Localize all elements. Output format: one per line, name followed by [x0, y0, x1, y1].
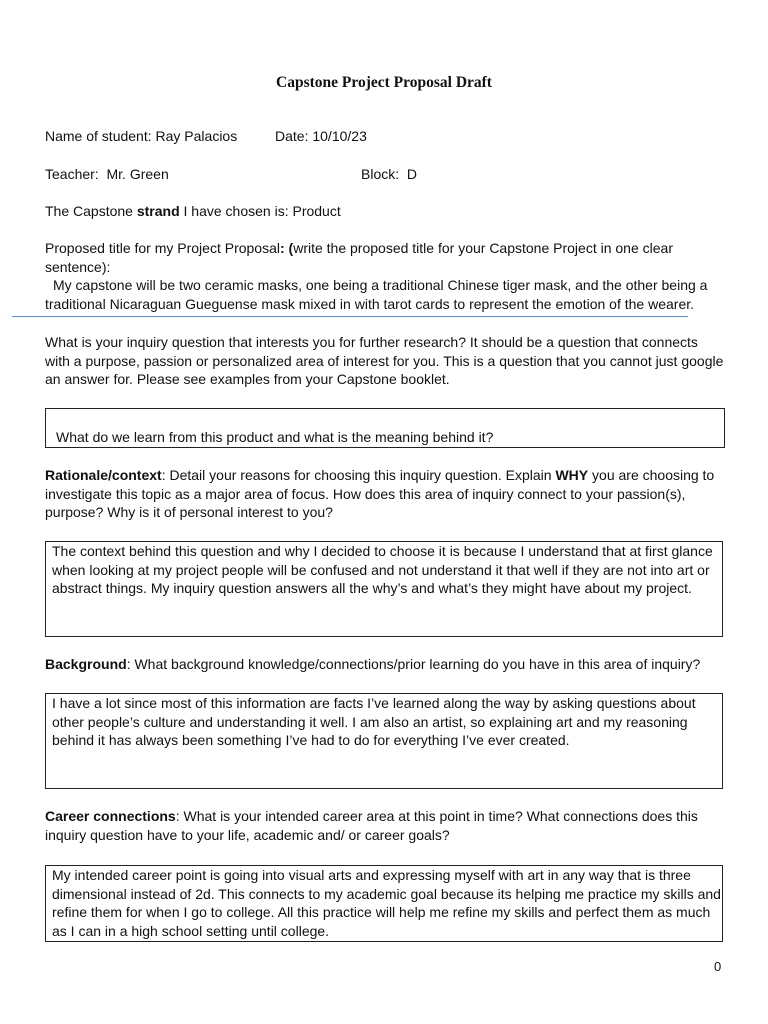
strand-value: Product — [292, 203, 341, 219]
rationale-prompt-pre: : Detail your reasons for choosing this inquiry question. Explain — [161, 467, 556, 483]
teacher-label: Teacher: — [45, 166, 99, 182]
career-heading: Career connections — [45, 808, 176, 824]
block-line — [361, 165, 417, 184]
career-answer-box — [45, 865, 723, 942]
teacher-line — [45, 165, 169, 184]
date-value: 10/10/23 — [312, 128, 367, 144]
proposed-title-colon: : ( — [280, 240, 294, 256]
student-line — [45, 127, 237, 146]
rationale-prompt — [45, 466, 725, 522]
page-number: 0 — [714, 959, 722, 974]
strand-post: I have chosen is: — [179, 203, 293, 219]
date-line — [275, 127, 367, 146]
strand-pre: The Capstone — [45, 203, 137, 219]
block-label: Block: — [361, 166, 400, 182]
background-answer-box — [45, 693, 723, 789]
rationale-prompt-post: you are choosing to investigate this topic as a major area of focus. How does this area of inquiry connect to your passion(s), purpose? Why is it of personal interest to you? — [45, 467, 715, 520]
date-label: Date: — [275, 128, 309, 144]
inquiry-answer-box — [45, 408, 725, 448]
career-answer: My intended career point is going into visual arts and expressing myself with art in any way that is three dimensional instead of 2d. This connects to my academic goal because its helping me practice my skills and refine them for when I go to college. All this practice will help me refine my skills and perfect them as much as I can in a high school setting until college. — [52, 867, 721, 939]
strand-bold: strand — [136, 203, 180, 219]
inquiry-prompt: What is your inquiry question that interests you for further research? It should be a question that connects with a purpose, passion or personalized area of interest for you. This is a question that you cannot just google an answer for. Please see examples from your Capstone booklet. — [45, 334, 724, 387]
background-prompt-text: : What background knowledge/connections/prior learning do you have in this area of inquiry? — [126, 656, 701, 672]
rationale-answer: The context behind this question and why I decided to choose it is because I understand that at first glance when looking at my project people will be confused and not understand it that well if they are not into art or abstract things. My inquiry question answers all the why’s and what’s they might have about my project. — [52, 543, 713, 596]
background-answer: I have a lot since most of this information are facts I’ve learned along the way by asking questions about other people’s culture and understanding it well. I am also an artist, so explaining art and my reasoning behind it has always been something I’ve had to do for everything I’ve ever created. — [52, 695, 696, 748]
proposed-title-label: Proposed title for my Project Proposal — [45, 240, 280, 256]
rationale-answer-box — [45, 541, 723, 637]
divider-rule — [12, 316, 688, 317]
student-label: Name of student: — [45, 128, 152, 144]
block-value: D — [406, 166, 418, 182]
career-prompt — [45, 807, 725, 844]
inquiry-answer: What do we learn from this product and what is the meaning behind it? — [56, 429, 494, 445]
background-heading: Background — [45, 656, 127, 672]
rationale-prompt-why: WHY — [555, 467, 589, 483]
teacher-name: Mr. Green — [106, 166, 169, 182]
background-prompt — [45, 655, 745, 674]
rationale-heading: Rationale/context — [45, 467, 162, 483]
proposed-title-answer: My capstone will be two ceramic masks, one being a traditional Chinese tiger mask, and the other being a traditional Nicaraguan Gueguense mask mixed in with tarot cards to represent the emotion of the wearer. — [45, 277, 708, 312]
document-title: Capstone Project Proposal Draft — [276, 74, 492, 91]
proposed-title-prompt — [45, 239, 705, 276]
career-prompt-text: : What is your intended career area at this point in time? What connections does this inquiry question have to your life, academic and/ or career goals? — [45, 808, 698, 843]
strand-line — [45, 202, 341, 221]
proposed-title-instructions: write the proposed title for your Capstone Project in one clear sentence): — [45, 240, 673, 275]
student-name: Ray Palacios — [155, 128, 238, 144]
